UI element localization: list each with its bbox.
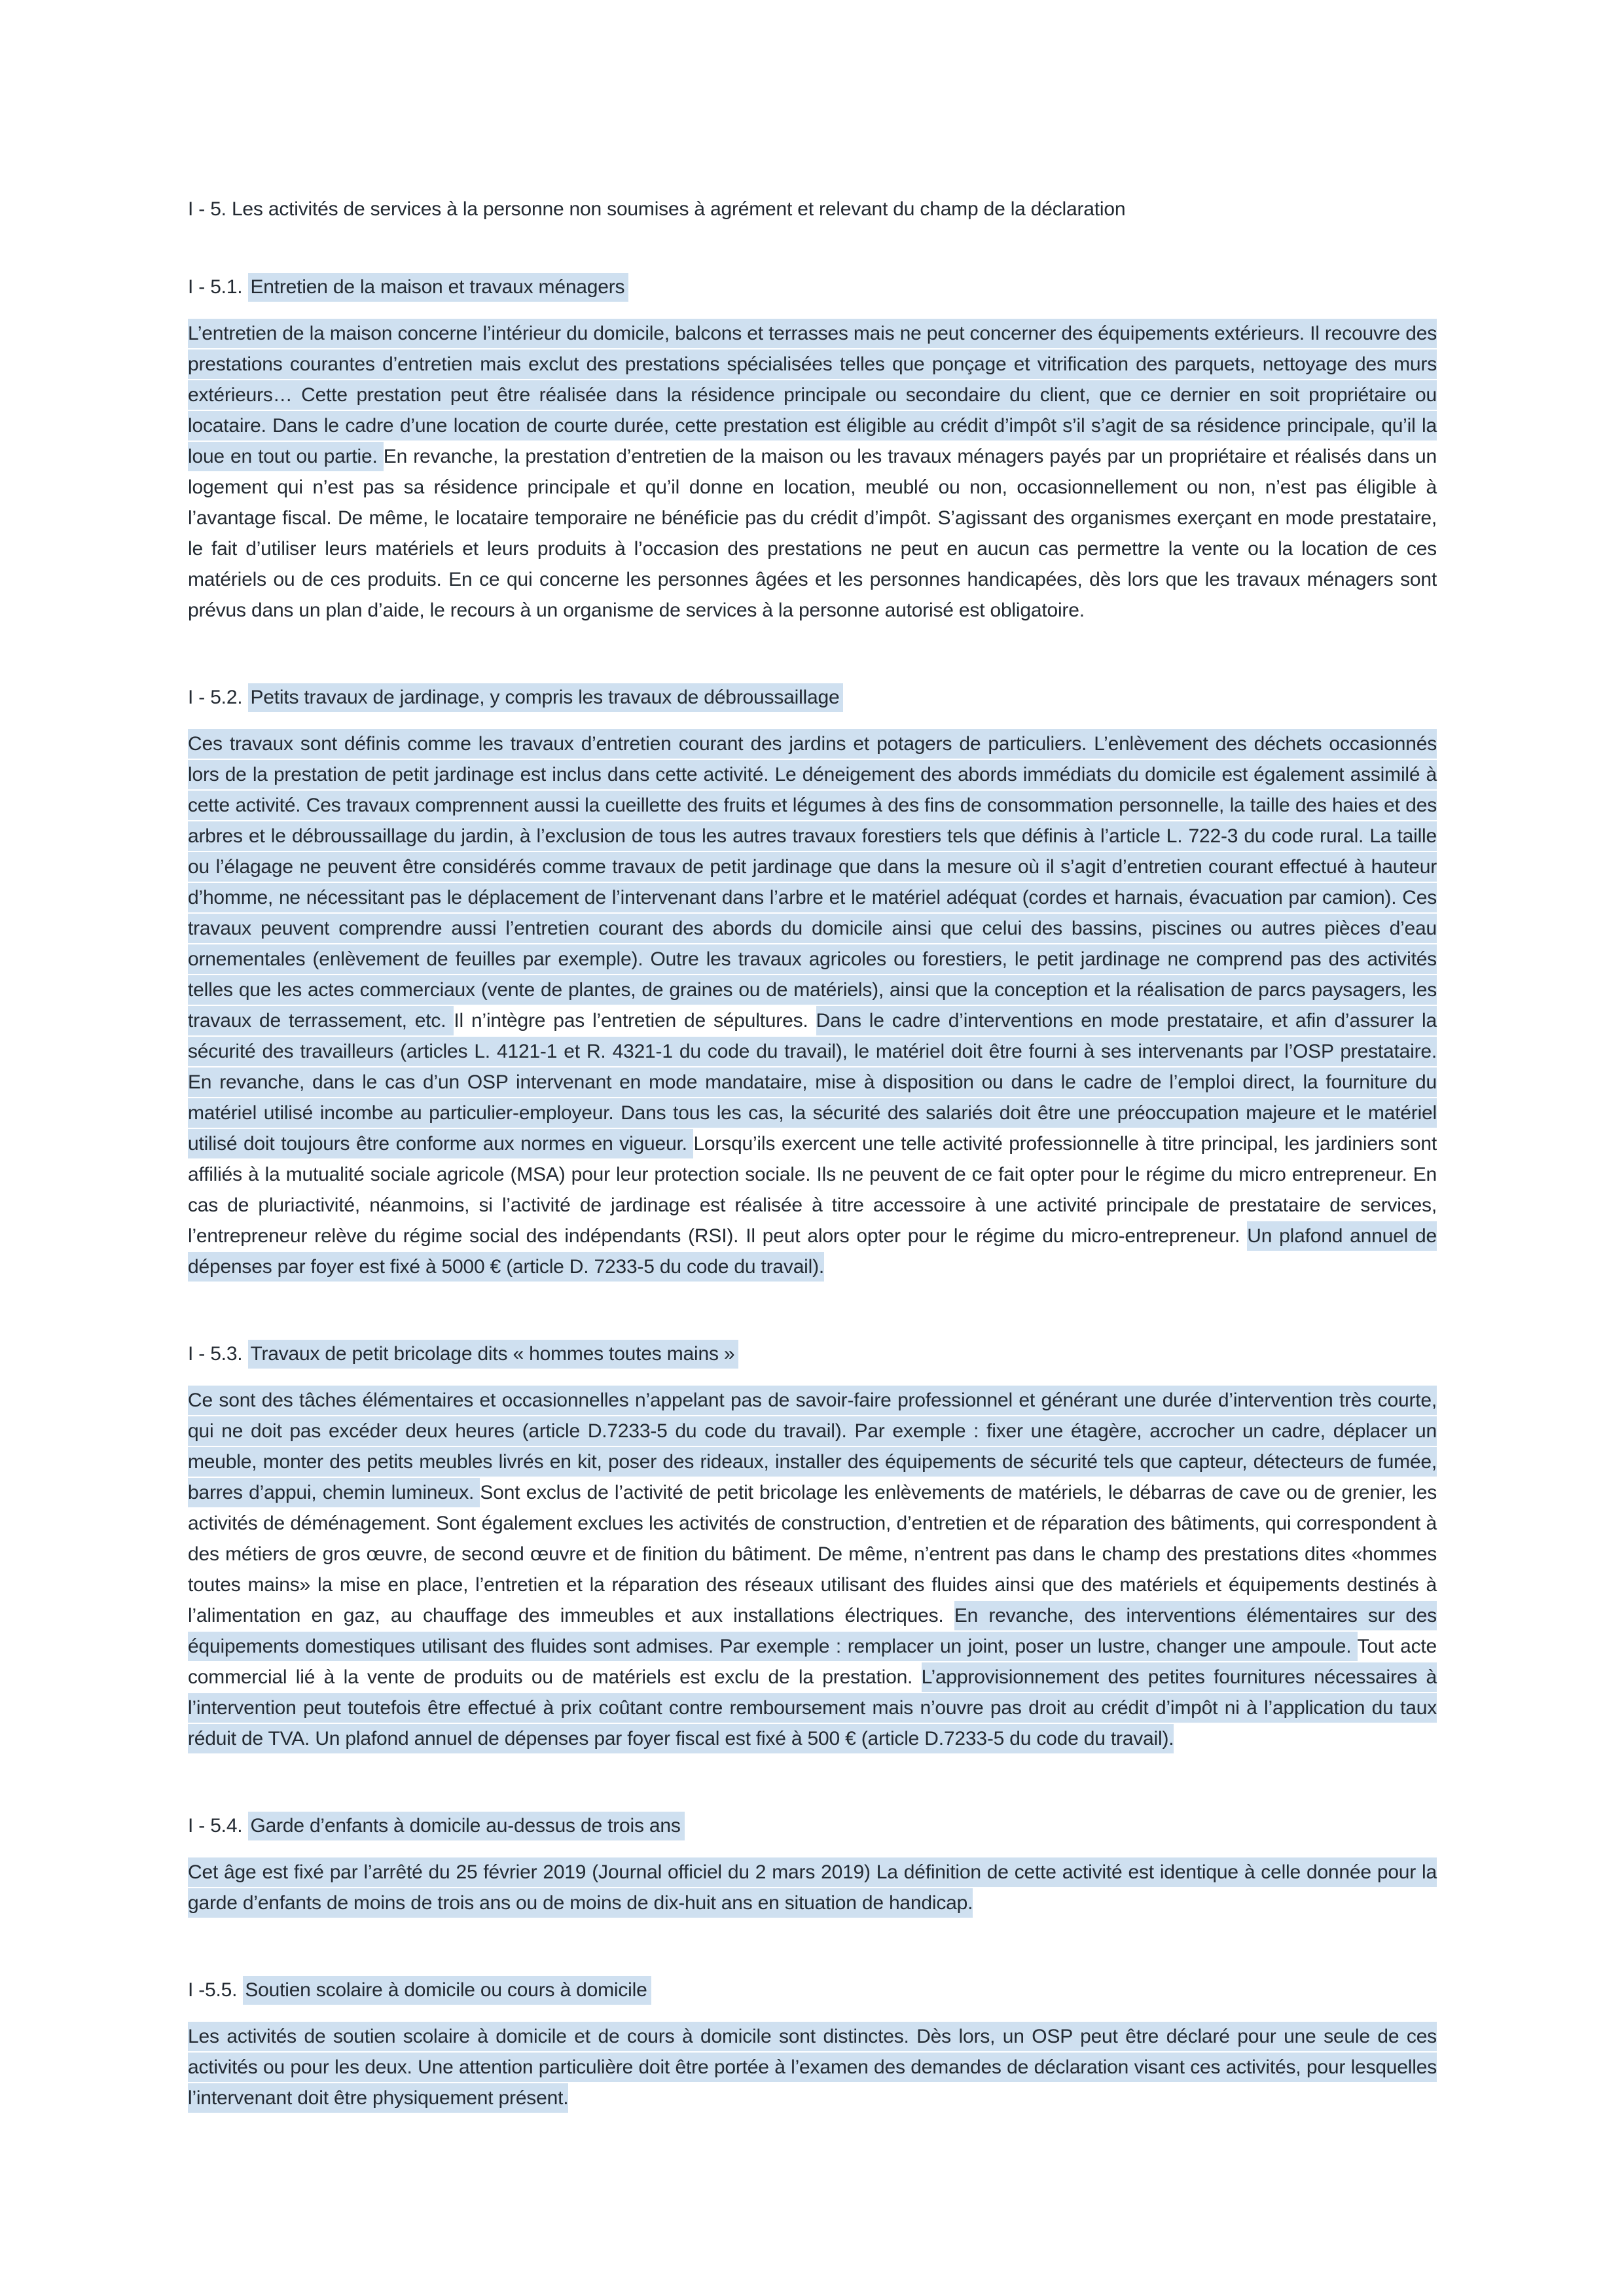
paragraph bbox=[188, 1857, 1437, 1918]
section-heading bbox=[188, 1810, 1437, 1841]
document-section bbox=[188, 1810, 1437, 1918]
section-heading-text: Garde d’enfants à domicile au-dessus de trois ans bbox=[248, 1812, 684, 1840]
highlighted-text-run: L’approvisionnement des petites fournitures nécessaires à l’intervention peut toutefois être effectué à prix coûtant contre remboursement mais n’ouvre pas droit au crédit d’impôt ni à l’application du taux réduit de TVA. Un plafond annuel de dépenses par foyer fiscal est fixé à 500 € (article D.7233-5 du code du travail). bbox=[188, 1662, 1437, 1753]
page-title: I - 5. Les activités de services à la personne non soumises à agrément et relevant du champ de la déclaration bbox=[188, 198, 1126, 220]
highlighted-text-run: Ces travaux sont définis comme les travaux d’entretien courant des jardins et potagers de particuliers. L’enlèvement des déchets occasionnés lors de la prestation de petit jardinage est inclus dans cette activité. Le déneigement des abords immédiats du domicile est également assimilé à cette activité. Ces travaux comprennent aussi la cueillette des fruits et légumes à des fins de consommation personnelle, la taille des haies et des arbres et le débroussaillage du jardin, à l’exclusion de tous les autres travaux forestiers tels que définis à l’article L. 722-3 du code rural. La taille ou l’élagage ne peuvent être considérés comme travaux de petit jardinage que dans la mesure où il s’agit d’entretien courant effectué à hauteur d’homme, ne nécessitant pas le déplacement de l’intervenant dans l’arbre et le matériel adéquat (cordes et harnais, évacuation par camion). Ces travaux peuvent comprendre aussi l’entretien courant des abords du domicile ainsi que celui des bassins, piscines ou autres pièces d’eau ornementales (enlèvement de feuilles par exemple). Outre les travaux agricoles ou forestiers, le petit jardinage ne comprend pas des activités telles que les actes commerciaux (vente de plantes, de graines ou de matériels), ainsi que la conception et la réalisation de parcs paysagers, les travaux de terrassement, etc. bbox=[188, 729, 1437, 1035]
section-number: I - 5.4. bbox=[188, 1815, 243, 1837]
section-number: I - 5.3. bbox=[188, 1343, 243, 1365]
highlighted-text-run: Ce sont des tâches élémentaires et occasionnelles n’appelant pas de savoir-faire professionnel et générant une durée d’intervention très courte, qui ne doit pas excéder deux heures (article D.7233-5 du code du travail). Par exemple : fixer une étagère, accrocher un cadre, déplacer un meuble, monter des petits meubles livrés en kit, poser des rideaux, installer des équipements de sécurité tels que capteur, détecteurs de fumée, barres d’appui, chemin lumineux. bbox=[188, 1386, 1437, 1507]
section-heading-text: Soutien scolaire à domicile ou cours à domicile bbox=[243, 1976, 651, 2005]
section-heading-text: Entretien de la maison et travaux ménagers bbox=[248, 273, 628, 302]
highlighted-text-run: En revanche, des interventions élémentaires sur des équipements domestiques utilisant des fluides sont admises. Par exemple : remplacer un joint, poser un lustre, changer une ampoule. bbox=[188, 1601, 1437, 1661]
section-number: I - 5.1. bbox=[188, 276, 243, 298]
section-number: I - 5.2. bbox=[188, 687, 243, 708]
section-heading bbox=[188, 1338, 1437, 1369]
document-section bbox=[188, 1975, 1437, 2113]
highlighted-text-run: Dans le cadre d’interventions en mode prestataire, et afin d’assurer la sécurité des travailleurs (articles L. 4121-1 et R. 4321-1 du code du travail), le matériel doit être fourni à ses intervenants par l’OSP prestataire. En revanche, dans le cas d’un OSP intervenant en mode mandataire, mise à disposition ou dans le cadre de l’emploi direct, la fourniture du matériel utilisé incombe au particulier-employeur. Dans tous les cas, la sécurité des salariés doit être une préoccupation majeure et le matériel utilisé doit toujours être conforme aux normes en vigueur. bbox=[188, 1006, 1437, 1158]
highlighted-text-run: Les activités de soutien scolaire à domicile et de cours à domicile sont distinctes. Dès lors, un OSP peut être déclaré pour une seule de ces activités ou pour les deux. Une attention particulière doit être portée à l’examen des demandes de déclaration visant ces activités, pour lesquelles l’intervenant doit être physiquement présent. bbox=[188, 2022, 1437, 2113]
text-run: En revanche, la prestation d’entretien de la maison ou les travaux ménagers payés par un propriétaire et réalisés dans un logement qui n’est pas sa résidence principale et qu’il donne en location, meublé ou non, occasionnellement ou non, n’est pas éligible à l’avantage fiscal. De même, le locataire temporaire ne bénéficie pas du crédit d’impôt. S’agissant des organismes exerçant en mode prestataire, le fait d’utiliser leurs matériels et leurs produits à l’occasion des prestations ne peut en aucun cas permettre la vente ou la location de ces matériels ou de ces produits. En ce qui concerne les personnes âgées et les personnes handicapées, dès lors que les travaux ménagers sont prévus dans un plan d’aide, le recours à un organisme de services à la personne autorisé est obligatoire. bbox=[188, 446, 1437, 621]
section-heading-text: Petits travaux de jardinage, y compris les travaux de débroussaillage bbox=[248, 683, 843, 712]
section-heading bbox=[188, 1975, 1437, 2005]
section-heading bbox=[188, 272, 1437, 302]
text-run: Lorsqu’ils exercent une telle activité professionnelle à titre principal, les jardiniers sont affiliés à la mutualité sociale agricole (MSA) pour leur protection sociale. Ils ne peuvent de ce fait opter pour le régime du micro entrepreneur. En cas de pluriactivité, néanmoins, si l’activité de jardinage est réalisée à titre accessoire à une activité principale de prestataire de services, l’entrepreneur relève du régime social des indépendants (RSI). Il peut alors opter pour le régime du micro-entrepreneur. bbox=[188, 1133, 1437, 1247]
highlighted-text-run: L’entretien de la maison concerne l’intérieur du domicile, balcons et terrasses mais ne peut concerner des équipements extérieurs. Il recouvre des prestations courantes d’entretien mais exclut des prestations spécialisées telles que ponçage et vitrification des parquets, nettoyage des murs extérieurs… Cette prestation peut être réalisée dans la résidence principale ou secondaire du client, que ce dernier en soit propriétaire ou locataire. Dans le cadre d’une location de courte durée, cette prestation est éligible au crédit d’impôt s’il s’agit de sa résidence principale, qu’il la loue en tout ou partie. bbox=[188, 319, 1437, 471]
document-section bbox=[188, 1338, 1437, 1754]
paragraph bbox=[188, 2021, 1437, 2113]
highlighted-text-run: Un plafond annuel de dépenses par foyer est fixé à 5000 € (article D. 7233-5 du code du travail). bbox=[188, 1221, 1437, 1282]
text-run: Il n’intègre pas l’entretien de sépultures. bbox=[454, 1010, 816, 1031]
paragraph bbox=[188, 1385, 1437, 1754]
sections-container bbox=[188, 272, 1437, 2113]
section-number: I -5.5. bbox=[188, 1979, 238, 2001]
text-run: Tout acte commercial lié à la vente de produits ou de matériels est exclu de la prestation. bbox=[188, 1636, 1437, 1688]
section-heading bbox=[188, 682, 1437, 713]
section-heading-text: Travaux de petit bricolage dits « hommes toutes mains » bbox=[248, 1340, 738, 1369]
document-section bbox=[188, 682, 1437, 1282]
paragraph bbox=[188, 728, 1437, 1282]
highlighted-text-run: Cet âge est fixé par l’arrêté du 25 février 2019 (Journal officiel du 2 mars 2019) La définition de cette activité est identique à celle donnée pour la garde d’enfants de moins de trois ans ou de moins de dix-huit ans en situation de handicap. bbox=[188, 1857, 1437, 1918]
text-run: Sont exclus de l’activité de petit bricolage les enlèvements de matériels, le débarras de cave ou de grenier, les activités de déménagement. Sont également exclues les activités de construction, d’entretien et de réparation des bâtiments, qui correspondent à des métiers de gros œuvre, de second œuvre et de finition du bâtiment. De même, n’entrent pas dans le champ des prestations dites «hommes toutes mains» la mise en place, l’entretien et la réparation des réseaux utilisant des fluides ainsi que des matériels et équipements destinés à l’alimentation en gaz, au chauffage des immeubles et aux installations électriques. bbox=[188, 1482, 1437, 1626]
document-section bbox=[188, 272, 1437, 626]
paragraph bbox=[188, 318, 1437, 626]
